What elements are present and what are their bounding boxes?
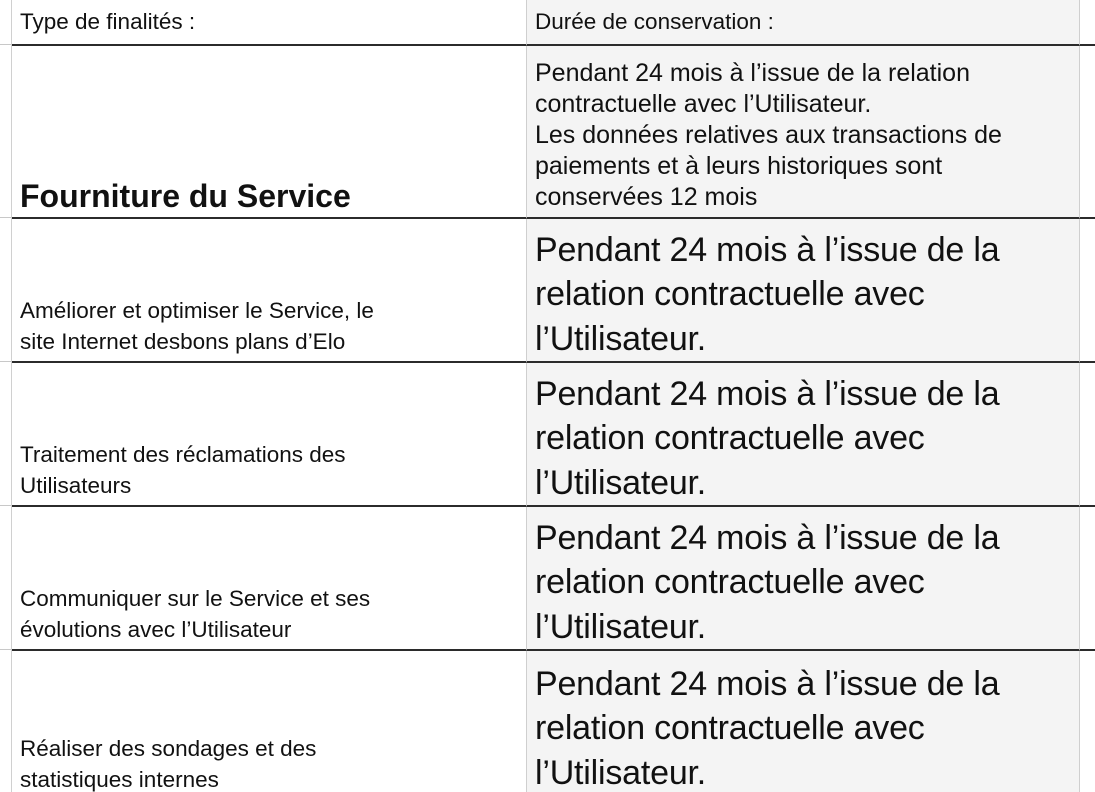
purpose-text: Fourniture du Service — [20, 178, 351, 214]
header-duration-label: Durée de conservation : — [535, 9, 774, 34]
duration-cell[interactable] — [527, 507, 1080, 651]
row-gutter-tick — [0, 44, 11, 45]
empty-cell[interactable] — [1080, 507, 1095, 651]
purpose-cell[interactable] — [12, 507, 527, 651]
purpose-text: Améliorer et optimiser le Service, le site Internet desbons plans d’Elo — [20, 298, 374, 354]
purpose-text: Traitement des réclamations des Utilisateurs — [20, 442, 346, 498]
header-cell-duration[interactable] — [527, 0, 1080, 46]
header-cell-purpose[interactable] — [12, 0, 527, 46]
duration-cell[interactable] — [527, 219, 1080, 363]
purpose-cell[interactable] — [12, 46, 527, 219]
empty-cell[interactable] — [1080, 219, 1095, 363]
duration-text: Pendant 24 mois à l’issue de la relation contractuelle avec l’Utilisateur. — [535, 230, 1000, 358]
empty-cell[interactable] — [1080, 46, 1095, 219]
duration-text: Pendant 24 mois à l’issue de la relation contractuelle avec l’Utilisateur. — [535, 518, 1000, 646]
row-gutter-tick — [0, 217, 11, 218]
header-purpose-label: Type de finalités : — [20, 9, 196, 34]
row-gutter-tick — [0, 361, 11, 362]
purpose-text: Communiquer sur le Service et ses évolutions avec l’Utilisateur — [20, 586, 371, 642]
duration-cell[interactable] — [527, 363, 1080, 507]
empty-cell[interactable] — [1080, 363, 1095, 507]
purpose-cell[interactable] — [12, 219, 527, 363]
empty-cell[interactable] — [1080, 0, 1095, 46]
purpose-text: Réaliser des sondages et des statistiques internes — [20, 736, 317, 792]
duration-cell[interactable] — [527, 46, 1080, 219]
duration-text: Pendant 24 mois à l’issue de la relation contractuelle avec l’Utilisateur. — [535, 664, 1000, 792]
row-gutter-tick — [0, 649, 11, 650]
duration-cell[interactable] — [527, 651, 1080, 792]
purpose-cell[interactable] — [12, 651, 527, 792]
purpose-cell[interactable] — [12, 363, 527, 507]
row-gutter-tick — [0, 505, 11, 506]
empty-cell[interactable] — [1080, 651, 1095, 792]
duration-text: Pendant 24 mois à l’issue de la relation contractuelle avec l’Utilisateur. Les données relatives aux transactions de paiements et à leurs historiques sont conservées 12 mois — [535, 59, 1002, 211]
duration-text: Pendant 24 mois à l’issue de la relation contractuelle avec l’Utilisateur. — [535, 374, 1000, 502]
